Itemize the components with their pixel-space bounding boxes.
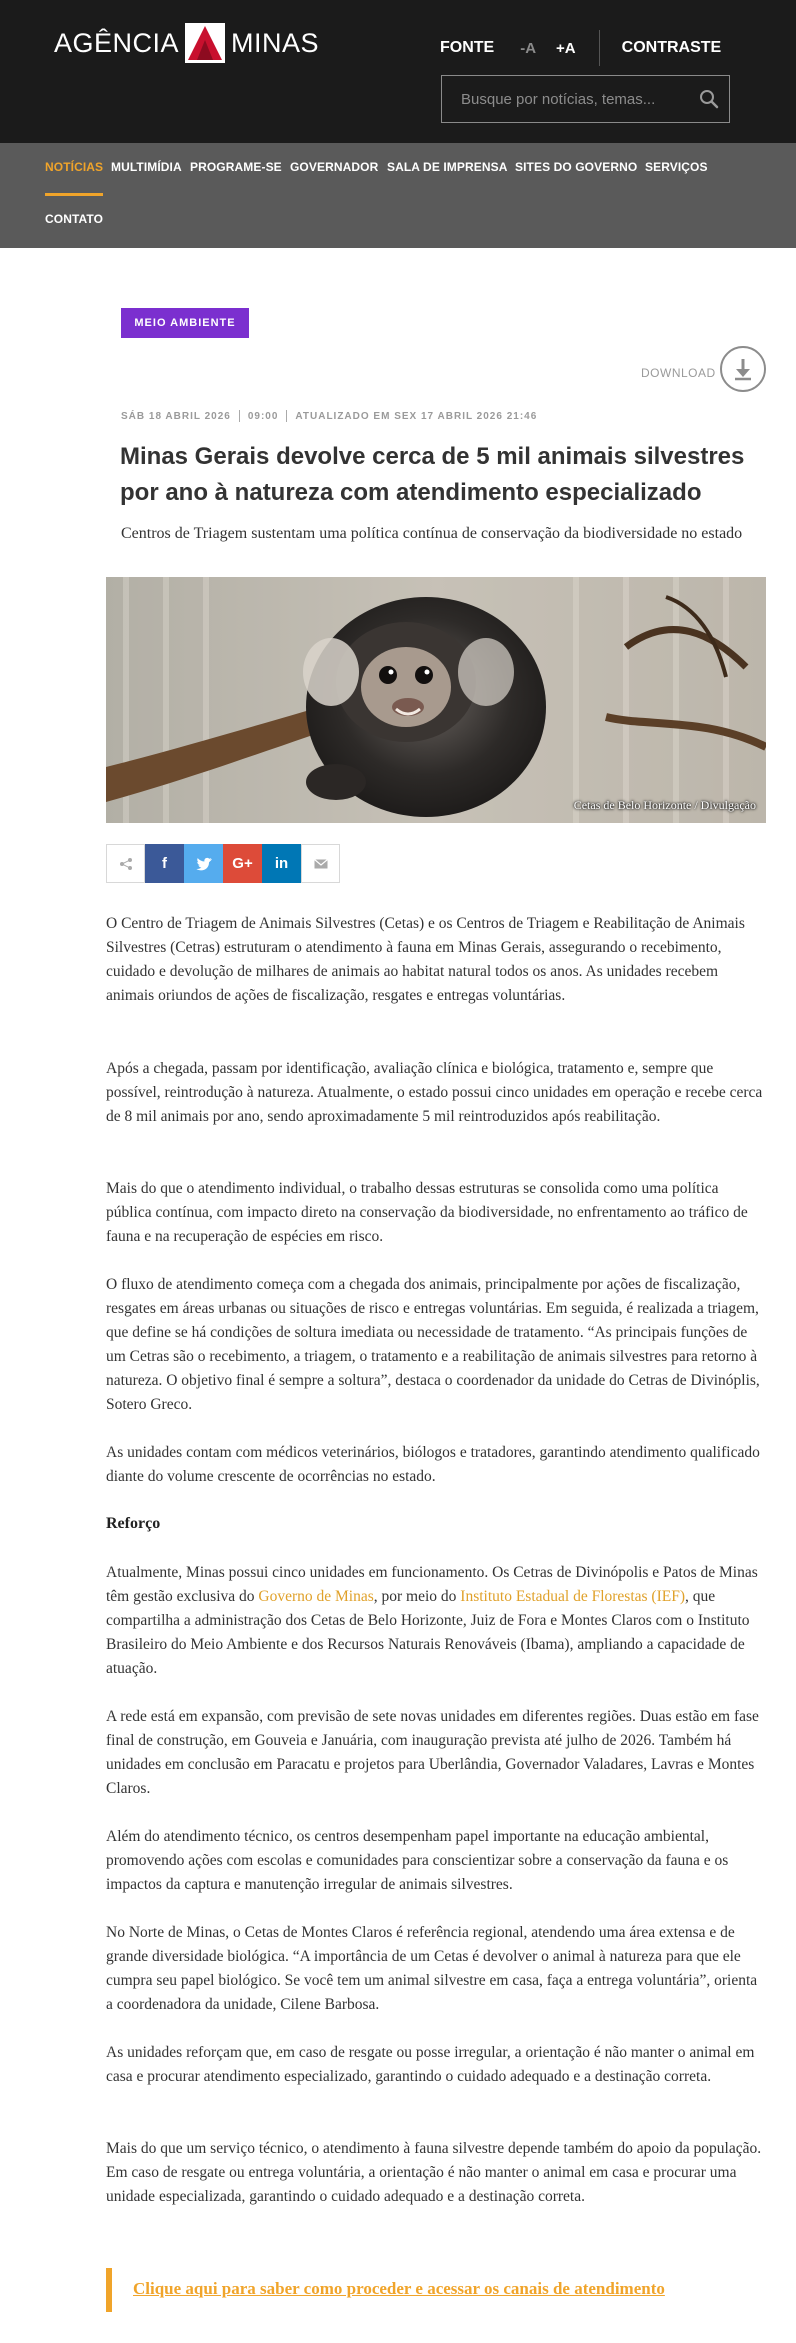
- paragraph-text: , por meio do: [373, 1588, 461, 1605]
- site-logo[interactable]: [54, 22, 319, 64]
- article-title: Minas Gerais devolve cerca de 5 mil animais silvestres por ano à natureza com atendimento especializado: [120, 443, 745, 506]
- nav-item-contato[interactable]: CONTATO: [45, 212, 104, 226]
- logo-mark-icon: [185, 23, 225, 63]
- nav-active-indicator: [45, 193, 103, 196]
- font-increase-button[interactable]: +A: [556, 39, 576, 57]
- nav-item-sites-do-governo[interactable]: SITES DO GOVERNO: [515, 160, 638, 174]
- linkedin-icon[interactable]: in: [262, 844, 301, 883]
- email-icon[interactable]: [301, 844, 340, 883]
- article-paragraph: No Norte de Minas, o Cetas de Montes Claros é referência regional, atendendo uma área extensa e de grande diversidade biológica. “A importância de um Cetas é devolver o animal à natureza para que ele cumpra seu papel biológico. Se você tem um animal silvestre em casa, faça a entrega voluntária”, orienta a coordenadora da unidade, Cilene Barbosa.: [106, 1924, 758, 2013]
- governo-de-minas-link[interactable]: Governo de Minas: [258, 1588, 374, 1605]
- publish-date: SÁB 18 ABRIL 2026: [121, 410, 231, 422]
- article-paragraph: Após a chegada, passam por identificação, avaliação clínica e biológica, tratamento e, sempre que possível, reintrodução à natureza. Atualmente, o estado possui cinco unidades em operação e recebe cerca de 8 mil animais por ano, sendo aproximadamente 5 mil reintroduzidos após reabilitação.: [106, 1060, 763, 1125]
- cta-link[interactable]: Clique aqui para saber como proceder e acessar os canais de atendimento: [133, 2279, 665, 2298]
- share-icon[interactable]: [106, 844, 145, 883]
- photo-credit: Cetas de Belo Horizonte / Divulgação: [573, 798, 756, 812]
- site-header: [0, 0, 796, 143]
- article-paragraph: Além do atendimento técnico, os centros desempenham papel importante na educação ambiental, promovendo ações com escolas e comunidades para conscientizar sobre a conservação da fauna e os impactos da captura e manutenção irregular de animais silvestres.: [106, 1828, 729, 1893]
- logo-text-left: AGÊNCIA: [54, 27, 180, 58]
- nav-item-servicos[interactable]: SERVIÇOS: [645, 160, 708, 174]
- accessibility-tools: [440, 30, 721, 66]
- article-paragraph: O Centro de Triagem de Animais Silvestres (Cetas) e os Centros de Triagem e Reabilitação de Animais Silvestres (Cetras) estruturam o atendimento à fauna em Minas Gerais, assegurando o recebimento, cuidado e devolução de milhares de animais ao habitat natural todos os anos. As unidades recebem animais oriundos de ações de fiscalização, resgates e entregas voluntárias.: [106, 915, 745, 1004]
- cta-accent-bar: [106, 2268, 112, 2312]
- nav-item-noticias[interactable]: NOTÍCIAS: [45, 160, 104, 174]
- article-paragraph: As unidades contam com médicos veterinários, biólogos e tratadores, garantindo atendimento qualificado diante do volume crescente de ocorrências no estado.: [106, 1444, 760, 1485]
- nav-item-multimidia[interactable]: MULTIMÍDIA: [111, 160, 182, 174]
- paragraph-text: Atualmente, Minas possui cinco unidades em funcionamento. Os Cetras de Divinópolis e Patos de Minas têm gestão exclusiva do: [106, 1564, 758, 1605]
- download-icon[interactable]: [720, 346, 766, 392]
- facebook-icon[interactable]: f: [145, 844, 184, 883]
- section-heading: Reforço: [106, 1515, 161, 1532]
- main-nav: [0, 143, 796, 248]
- marmoset-illustration: [106, 577, 766, 823]
- ief-link[interactable]: Instituto Estadual de Florestas (IEF): [460, 1588, 685, 1605]
- search-input[interactable]: [442, 76, 682, 122]
- search-box: [441, 75, 730, 123]
- nav-item-programe-se[interactable]: PROGRAME-SE: [190, 160, 282, 174]
- logo-text-right: MINAS: [231, 27, 320, 58]
- paragraph-text: , que compartilha a administração dos Cetas de Belo Horizonte, Juiz de Fora e Montes Claros com o Instituto Brasileiro do Meio Ambiente e dos Recursos Naturais Renováveis (Ibama), ampliando a capacidade de atuação.: [106, 1588, 750, 1677]
- google-plus-icon[interactable]: G+: [223, 844, 262, 883]
- updated-date: ATUALIZADO EM SEX 17 ABRIL 2026 21:46: [295, 410, 538, 422]
- nav-item-sala-de-imprensa[interactable]: SALA DE IMPRENSA: [387, 160, 508, 174]
- meta-divider: [286, 410, 287, 422]
- publish-time: 09:00: [247, 410, 279, 422]
- share-bar: [106, 844, 340, 883]
- font-size-label: FONTE: [440, 39, 495, 56]
- article-paragraph: A rede está em expansão, com previsão de sete novas unidades em diferentes regiões. Duas estão em fase final de construção, em Gouveia e Januária, com inauguração prevista até julho de 2026. Também há unidades em conclusão em Paracatu e projetos para Uberlândia, Governador Valadares, Lavras e Montes Claros.: [106, 1708, 759, 1797]
- search-icon[interactable]: [699, 89, 719, 109]
- nav-item-governador[interactable]: GOVERNADOR: [290, 160, 379, 174]
- download-label[interactable]: DOWNLOAD: [641, 366, 716, 380]
- article-photo[interactable]: [106, 577, 766, 823]
- contrast-button[interactable]: CONTRASTE: [621, 39, 722, 56]
- meta-divider: [239, 410, 240, 422]
- tools-divider: [599, 30, 600, 66]
- cta-block[interactable]: [106, 2268, 766, 2312]
- category-tag[interactable]: MEIO AMBIENTE: [121, 308, 249, 338]
- font-decrease-button[interactable]: -A: [520, 39, 537, 57]
- article-paragraph: Mais do que o atendimento individual, o trabalho dessas estruturas se consolida como uma política pública contínua, com impacto direto na conservação da biodiversidade, no enfrentamento ao tráfico de fauna e na recuperação de espécies em risco.: [106, 1180, 748, 1245]
- article-meta: [121, 410, 537, 422]
- article-paragraph: O fluxo de atendimento começa com a chegada dos animais, principalmente por ações de fiscalização, resgates em áreas urbanas ou situações de risco e entregas voluntárias. Em seguida, é realizada a triagem, que define se há condições de soltura imediata ou necessidade de tratamento. “As principais funções de um Cetras são o recebimento, a triagem, o tratamento e a reabilitação de animais silvestres para retorno à natureza. O objetivo final é sempre a soltura”, destaca o coordenador da unidade do Cetras de Divinóplis, Sotero Greco.: [106, 1276, 760, 1413]
- article-subtitle: Centros de Triagem sustentam uma política contínua de conservação da biodiversidade no estado: [121, 525, 743, 542]
- article-paragraph-links: [106, 1561, 766, 1681]
- article-paragraph: As unidades reforçam que, em caso de resgate ou posse irregular, a orientação é não manter o animal em casa e procurar atendimento especializado, garantindo o cuidado adequado e a destinação correta.: [106, 2044, 755, 2085]
- article-paragraph: Mais do que um serviço técnico, o atendimento à fauna silvestre depende também do apoio da população. Em caso de resgate ou entrega voluntária, a orientação é não manter o animal em casa e procurar uma unidade especializada, garantindo o cuidado adequado e a destinação correta.: [106, 2140, 762, 2205]
- twitter-icon[interactable]: [184, 844, 223, 883]
